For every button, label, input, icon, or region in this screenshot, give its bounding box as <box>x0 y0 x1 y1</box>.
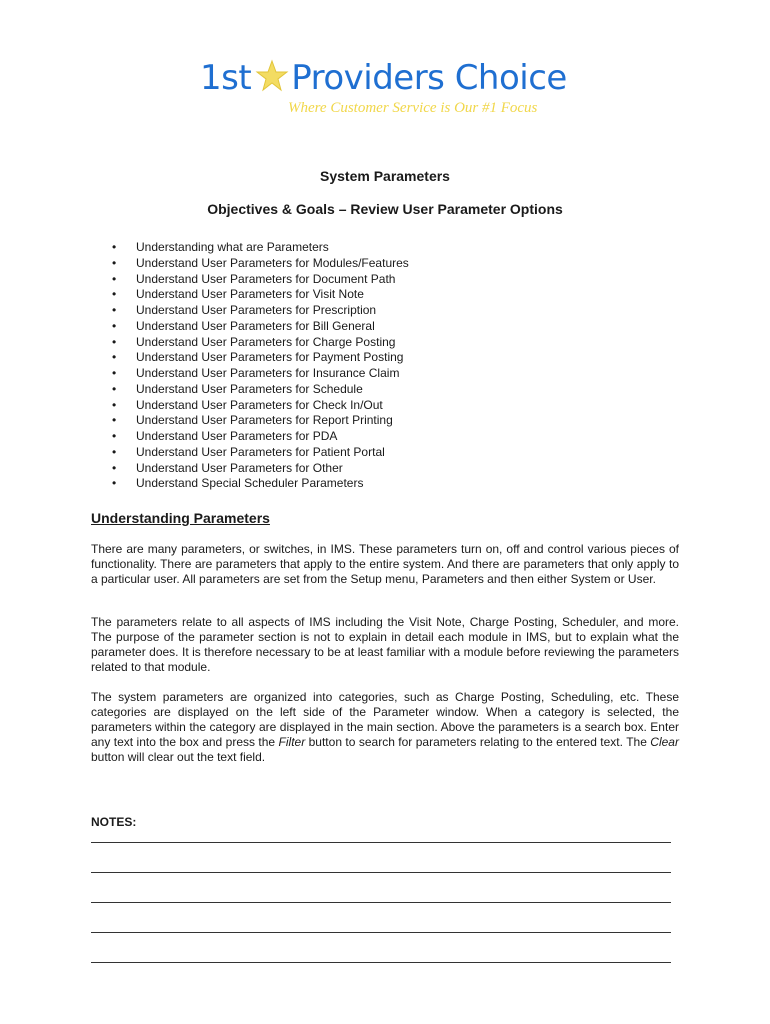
objective-text: Understand User Parameters for Bill General <box>136 318 375 333</box>
objective-item <box>112 413 409 429</box>
bullet-icon: • <box>112 303 117 317</box>
bullet-icon: • <box>112 429 117 443</box>
bullet-icon: • <box>112 350 117 365</box>
objective-text: Understand User Parameters for Modules/Features <box>136 255 409 270</box>
notes-label: NOTES: <box>91 815 137 829</box>
bullet-icon: • <box>112 271 117 286</box>
bullet-icon: • <box>112 397 117 412</box>
bullet-icon: • <box>112 255 117 270</box>
objective-text: Understand User Parameters for Visit Note <box>136 287 364 302</box>
objective-item <box>112 350 409 366</box>
logo-wordmark <box>200 58 567 98</box>
objective-item <box>112 445 409 461</box>
objective-text: Understand User Parameters for Report Printing <box>136 413 393 428</box>
notes-line <box>91 872 671 873</box>
objective-item <box>112 240 409 256</box>
notes-line <box>91 962 671 963</box>
notes-line <box>91 932 671 933</box>
bullet-icon: • <box>112 334 117 349</box>
objective-text: Understand User Parameters for Insurance Claim <box>136 366 400 380</box>
paragraph-text: button to search for parameters relating to the entered text. The <box>305 735 651 749</box>
objective-text: Understanding what are Parameters <box>136 240 329 254</box>
bullet-icon: • <box>112 240 117 254</box>
bullet-icon: • <box>112 460 117 475</box>
paragraph-categories <box>91 690 679 765</box>
star-icon <box>255 59 289 93</box>
objective-item <box>112 319 409 335</box>
objective-item <box>112 272 409 288</box>
notes-line <box>91 842 671 843</box>
paragraph-text: The system parameters are organized into categories, such as Charge Posting, Scheduling, etc. These categories are displayed on the left side of the Parameter window. When a category is selected, the parameters within the category are displayed in the main section. Above the parameters is a search box. Enter any text into the box and press the <box>91 690 679 749</box>
objective-item <box>112 382 409 398</box>
objective-item <box>112 335 409 351</box>
bullet-icon: • <box>112 476 117 491</box>
objective-text: Understand User Parameters for Other <box>136 460 343 475</box>
objective-item <box>112 303 409 319</box>
document-subtitle: Objectives & Goals – Review User Parameter Options <box>207 201 563 217</box>
objective-text: Understand User Parameters for Payment Posting <box>136 350 404 365</box>
objective-text: Understand Special Scheduler Parameters <box>136 476 364 491</box>
objective-text: Understand User Parameters for PDA <box>136 429 338 443</box>
logo-prefix: 1st <box>200 58 252 98</box>
logo-tagline: Where Customer Service is Our #1 Focus <box>288 100 538 116</box>
bullet-icon: • <box>112 287 117 302</box>
bullet-icon: • <box>112 413 117 428</box>
logo-brand-name: Providers Choice <box>291 58 567 98</box>
bullet-icon: • <box>112 318 117 333</box>
bullet-icon: • <box>112 381 117 396</box>
bullet-icon: • <box>112 366 117 380</box>
objective-item <box>112 461 409 477</box>
objective-text: Understand User Parameters for Prescription <box>136 303 377 317</box>
objective-text: Understand User Parameters for Schedule <box>136 381 363 396</box>
objective-item <box>112 476 409 492</box>
objective-text: Understand User Parameters for Document Path <box>136 271 396 286</box>
objective-text: Understand User Parameters for Patient Portal <box>136 444 385 459</box>
objectives-list <box>112 240 409 492</box>
company-logo <box>200 58 580 122</box>
objective-item <box>112 398 409 414</box>
objective-item <box>112 287 409 303</box>
paragraph-intro: There are many parameters, or switches, in IMS. These parameters turn on, off and control various pieces of functionality. There are parameters that apply to the entire system. And there are parameters that only apply to a particular user. All parameters are set from the Setup menu, Parameters and then either System or User. <box>91 542 679 586</box>
notes-line <box>91 902 671 903</box>
objective-text: Understand User Parameters for Charge Posting <box>136 334 396 349</box>
objective-item <box>112 256 409 272</box>
objective-item <box>112 429 409 445</box>
paragraph-text: button will clear out the text field. <box>91 750 266 764</box>
objective-text: Understand User Parameters for Check In/Out <box>136 397 383 412</box>
section-heading: Understanding Parameters <box>91 510 270 526</box>
clear-term: Clear <box>650 735 679 749</box>
document-title: System Parameters <box>320 168 450 184</box>
paragraph-scope: The parameters relate to all aspects of IMS including the Visit Note, Charge Posting, Scheduler, and more. The purpose of the parameter section is not to explain in detail each module in IMS, but to explain what the parameter does. It is therefore necessary to be at least familiar with a module before reviewing the parameters related to that module. <box>91 615 679 674</box>
bullet-icon: • <box>112 444 117 459</box>
objective-item <box>112 366 409 382</box>
filter-term: Filter <box>278 735 306 749</box>
